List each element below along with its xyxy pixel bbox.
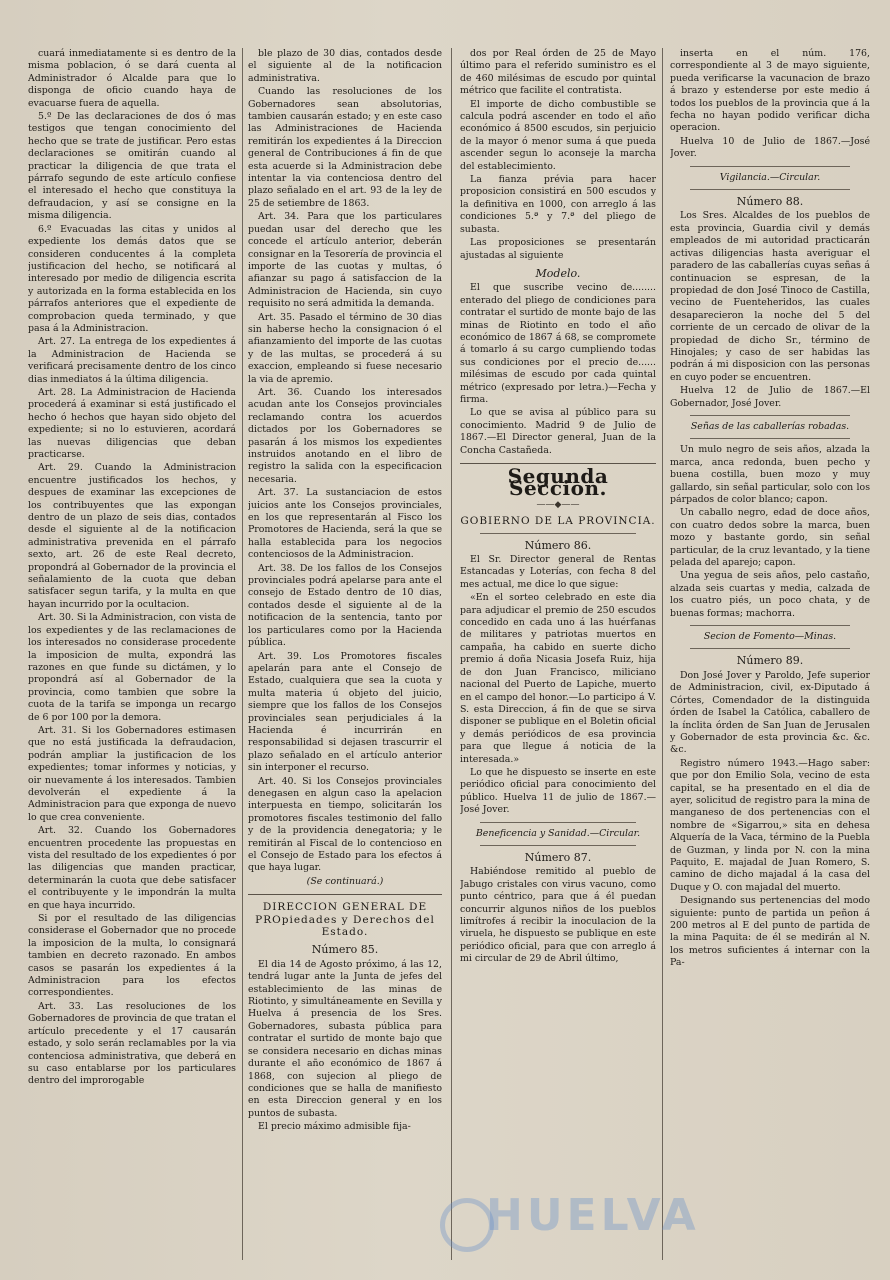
paragraph: «En el sorteo celebrado en este dia para adjudicar el premio de 250 escudos concedido en cada uno á las huérfanas de militares y patriotas muertos en campaña, ha cabido en suerte dicho premio á doña Nicasia Josefa Ruiz, hija de don Juan Francisco, miliciano nacional del Puerto de Lapiche, muerto en el campo del honor.—Lo participo á V. S. esta Direccion, á fin de que se sirva disponer se publique en el Boletin oficial y demás periódicos de esa provincia para que llegue á noticia de la interesada.»: [460, 592, 656, 765]
paragraph: inserta en el núm. 176, correspondiente al 3 de mayo siguiente, pueda verificarse la vacunacion de brazo á brazo y estenderse por este medio á todos los pueblos de la provincia que á la fecha no hayan podido verificar dicha operacion.: [670, 48, 870, 134]
divider: [690, 166, 850, 167]
paragraph: Art. 27. La entrega de los expedientes á la Administracion de Hacienda se verificará precisamente dentro de los cinco dias inmediatos á la última diligencia.: [28, 336, 236, 385]
paragraph: La fianza prévia para hacer proposicion consistirá en 500 escudos y la definitiva en 1000, con arreglo á las condiciones 5.ª y 7.ª del pliego de subasta.: [460, 174, 656, 235]
continued-note: (Se continuará.): [306, 875, 384, 887]
paragraph: Don José Jover y Paroldo, Jefe superior de Administracion, civil, ex-Diputado á Córtes, Comendador de la distinguida órden de Isabel la Católica, caballero de la ínclita órden de San Juan de Jerusalen y Gobernador de esta provincia &c. &c. &c.: [670, 669, 870, 756]
paragraph: Lo que se avisa al público para su conocimiento. Madrid 9 de Julio de 1867.—El Director general, Juan de la Concha Castañeda.: [460, 407, 656, 456]
paragraph: Un caballo negro, edad de doce años, con cuatro dedos sobre la marca, buen mozo y bastante gordo, sin señal particular, de la cruz levantado, y la tiene pelada del aparejo; capon.: [670, 507, 870, 569]
paragraph: El precio máximo admisible fija-: [258, 1121, 411, 1133]
paragraph: Los Sres. Alcaldes de los pueblos de esta provincia, Guardia civil y demás empleados de mi autoridad practicarán activas diligencias hasta averiguar el paradero de las caballerías cuyas señas á continuacion se espresan, de la propiedad de don José Tinoco de Castilla, vecino de Fuenteheridos, las cuales desaparecieron la noche del 5 del corriente de un cercado de olivar de la propiedad de dicho Sr., término de Hinojales; y caso de ser habidas las podrán á mi disposicion con las personas en cuyo poder se encuentren.: [670, 210, 870, 383]
ornament-rule: ——◆——: [536, 499, 580, 510]
paragraph: El dia 14 de Agosto próximo, á las 12, tendrá lugar ante la Junta de jefes del establecimiento de las minas de Riotinto, y simultáneamente en Sevilla y Huelva á presencia de los Sres. Gobernadores, subasta pública para contratar el surtido de monte bajo que se considera necesario en dichas minas durante el año económico de 1867 á 1868, con sujecion al pliego de condiciones que se halla de manifiesto en esta Direccion general y en los puntos de subasta.: [248, 958, 442, 1119]
divider: [480, 845, 636, 846]
paragraph: cuará inmediatamente si es dentro de la misma poblacion, ó se dará cuenta al Administrador ó Alcalde para que lo disponga de oficio cuando haya de evacuarse fuera de aquella.: [28, 48, 236, 109]
divider: [690, 189, 850, 190]
paragraph: 6.º Evacuadas las citas y unidos al expediente los demás datos que se consideren conducentes á la completa justificacion del hecho, se notificará al interesado por medio de diligencia escrita y autorizada en la forma establecida en los párrafos anteriores que el expediente de comprobacion queda terminado, y que pasa á la Administracion.: [28, 223, 236, 334]
paragraph: ble plazo de 30 dias, contados desde el siguiente al de la notificacion administrativa.: [248, 48, 442, 84]
column-4: [670, 48, 870, 1260]
paragraph: El Sr. Director general de Rentas Estancadas y Loterías, con fecha 8 del mes actual, me dice lo que sigue:: [460, 554, 656, 590]
notice-number: Número 87.: [524, 850, 592, 864]
paragraph: Art. 31. Si los Gobernadores estimasen que no está justificada la defraudacion, podrán ampliar la justificacion de los expedientes; tomar informes y noticias, y oir nuevamente á los interesados. Tambien devolverán el expediente á la Administracion para que exponga de nuevo lo que crea conveniente.: [28, 724, 236, 823]
paragraph: Las proposiciones se presentarán ajustadas al siguiente: [460, 237, 656, 261]
paragraph: Huelva 10 de Julio de 1867.—José Jover.: [670, 135, 870, 160]
divider: [690, 648, 850, 649]
paragraph: Designando sus pertenencias del modo siguiente: punto de partida un peñon á 200 metros al E del punto de partida de la mina Paquita: de él se medirán al N. los metros suficientes á internar con la Pa-: [670, 895, 870, 969]
section-heading: GOBIERNO DE LA PROVINCIA.: [460, 515, 656, 528]
divider: [690, 415, 850, 416]
notice-number: Número 88.: [736, 195, 804, 209]
paragraph: Registro número 1943.—Hago saber: que por don Emilio Sola, vecino de esta capital, se ha presentado en el dia de ayer, solicitud de registro para la mina de manganeso de dos pertenencias con el nombre de «Sigarrou,» sita en dehesa Alquería de la Vaca, término de la Puebla de Guzman, y linda por N. con la mina Paquito, E. majadal de Juan Romero, S. camino de dicho majadal á la casa del Duque y O. con majadal del muerto.: [670, 757, 870, 893]
subsection-heading: Señas de las caballerías robadas.: [690, 420, 850, 432]
paragraph: Art. 29. Cuando la Administracion encuentre justificados los hechos, y despues de examinar las excepciones de los contribuyentes que las expongan dentro de un plazo de seis dias, contados desde el siguiente al de la notificacion administrativa prevenida en el párrafo sexto, art. 26 de este Real decreto, propondrá al Gobernador de la provincia el señalamiento de la cuota que deban satisfacer segun tarifa, y la multa en que hayan incurrido por la ocultacion.: [28, 462, 236, 610]
paragraph: Lo que he dispuesto se inserte en este periódico oficial para conocimiento del público. Huelva 11 de julio de 1867.—José Jover.: [460, 766, 656, 816]
paragraph: Art. 30. Si la Administracion, con vista de los expedientes y de las reclamaciones de los interesados no considerase procedente la imposicion de multa, expondrá las razones en que funde su dictámen, y lo propondrá así al Gobernador de la provincia, como tambien que sobre la cuota de la tarifa se imponga un recargo de 6 por 100 por la demora.: [28, 612, 236, 723]
paragraph: Una yegua de seis años, pelo castaño, alzada seis cuartas y media, calzada de los cuatro piés, un poco chata, y de buenas formas; machorra.: [670, 570, 870, 619]
paragraph: Art. 32. Cuando los Gobernadores encuentren procedente las propuestas en vista del resultado de los expedientes ó por las diligencias que manden practicar, determinarán la cuota que debe satisfacer el contribuyente y le impondrán la multa en que haya incurrido.: [28, 825, 236, 911]
notice-number: Número 85.: [311, 943, 379, 957]
divider: [248, 894, 442, 895]
paragraph: Art. 40. Si los Consejos provinciales denegasen en algun caso la apelacion interpuesta en tiempo, solicitarán los promotores fiscales testimonio del fallo y de la providencia denegatoria; y le remitirán al Fiscal de lo contencioso en el Consejo de Estado para los efectos á que haya lugar.: [248, 775, 442, 874]
paragraph: 5.º De las declaraciones de dos ó mas testigos que tengan conocimiento del hecho que se trate de justificar. Pero estas declaraciones se omitirán cuando al practicar la diligencia de que trata el párrafo segundo de este artículo confiese el interesado el hecho que constituya la defraudacion, y así se consigne en la misma diligencia.: [28, 111, 236, 222]
section-heading: DIRECCION GENERAL DE PROpiedades y Derechos del Estado.: [255, 901, 435, 939]
column-divider: [242, 48, 243, 1260]
paragraph: Habiéndose remitido al pueblo de Jabugo cristales con virus vacuno, como punto céntrico, para que á él puedan concurrir algunos niños de los pueblos limítrofes á recibir la inoculacion de la viruela, he dispuesto se publique en este periódico oficial, para que con arreglo á mi circular de 29 de Abril último,: [460, 866, 656, 965]
column-3: [460, 48, 656, 1260]
paragraph: Huelva 12 de Julio de 1867.—El Gobernador, José Jover.: [670, 385, 870, 409]
paragraph: dos por Real órden de 25 de Mayo último para el referido suministro es el de 460 milésimas de escudo por quintal métrico que facilite el contratista.: [460, 48, 656, 97]
paragraph: Si por el resultado de las diligencias considerase el Gobernador que no procede la imposicion de la multa, lo consignará tambien en decreto razonado. En ambos casos se pasarán los expedientes á la Administracion para los efectos correspondientes.: [28, 913, 236, 999]
paragraph: Art. 39. Los Promotores fiscales apelarán para ante el Consejo de Estado, cualquiera que sea la cuota y multa materia ú objeto del juicio, siempre que los fallos de los Consejos provinciales sean perjudiciales á la Hacienda é incurrirán en responsabilidad si dejasen trascurrir el plazo señalado en el artículo anterior sin interponer el recurso.: [248, 650, 442, 774]
subsection-heading: Vigilancia.—Circular.: [719, 171, 821, 183]
subsection-heading: Secion de Fomento—Minas.: [703, 631, 837, 643]
watermark: HUELVA: [486, 1190, 700, 1241]
paragraph: Art. 35. Pasado el término de 30 dias sin haberse hecho la consignacion ó el afianzamiento del importe de las cuotas y de las multas, se procederá á su exaccion, empleando si fuese necesario la via de apremio.: [248, 311, 442, 385]
model-heading: Modelo.: [535, 266, 581, 280]
divider: [690, 438, 850, 439]
column-2: [248, 48, 442, 1260]
column-divider: [451, 48, 452, 1260]
divider: [690, 625, 850, 626]
paragraph: Art. 34. Para que los particulares puedan usar del derecho que les concede el artículo anterior, deberán consignar en la Tesorería de provincia el importe de las cuotas y multas, ó afianzar su pago á satisfaccion de la Administracion de Hacienda, sin cuyo requisito no será admitida la demanda.: [248, 211, 442, 310]
paragraph: Cuando las resoluciones de los Gobernadores sean absolutorias, tambien causarán estado; y en este caso las Administraciones de Hacienda remitirán los expedientes á la Direccion general de Contribuciones á fin de que esta acuerde si la Administracion debe intentar la via contenciosa dentro del plazo señalado en el art. 93 de la ley de 25 de setiembre de 1863.: [248, 86, 442, 209]
column-divider: [662, 48, 663, 1260]
paragraph: Art. 37. La sustanciacion de estos juicios ante los Consejos provinciales, en los que representarán al Fisco los Promotores de Hacienda, será la que se halla establecida para los negocios contenciosos de la Administracion.: [248, 487, 442, 561]
paragraph: Art. 36. Cuando los interesados acudan ante los Consejos provinciales reclamando contra los acuerdos dictados por los Gobernadores se pasarán á los mismos los expedientes instruidos anotando en el libro de registro la salida con la especificacion necesaria.: [248, 386, 442, 485]
paragraph: Art. 28. La Administracion de Hacienda procederá á examinar si está justificado el hecho ó hechos que hayan sido objeto del expediente; si no lo estuvieren, acordará las nuevas diligencias que deban practicarse.: [28, 386, 236, 460]
divider: [480, 822, 636, 823]
paragraph: El importe de dicho combustible se calcula podrá ascender en todo el año económico á 8500 escudos, sin perjuicio de la mayor ó menor suma á que pueda ascender segun lo aconseje la marcha del establecimiento.: [460, 98, 656, 172]
paragraph: Un mulo negro de seis años, alzada la marca, anca redonda, buen pecho y buena costilla, buen mozo y muy gallardo, sin señal particular, solo con los párpados de color blanco; capon.: [670, 444, 870, 505]
notice-number: Número 86.: [524, 538, 592, 552]
paragraph: Art. 33. Las resoluciones de los Gobernadores de provincia de que tratan el artículo precedente y el 17 causarán estado, y solo serán reclamables por la via contenciosa administrativa, que deberá en su caso entablarse por los particulares dentro del improrogable: [28, 1000, 236, 1087]
divider: [480, 533, 636, 534]
section-title: Segunda Seccion.: [507, 464, 609, 501]
subsection-heading: Beneficencia y Sanidad.—Circular.: [475, 827, 641, 839]
notice-number: Número 89.: [736, 654, 804, 668]
column-1: [28, 48, 236, 1260]
paragraph: Art. 38. De los fallos de los Consejos provinciales podrá apelarse para ante el consejo de Estado dentro de 10 dias, contados desde el siguiente al de la notificacion de la sentencia, tanto por los particulares como por la Hacienda pública.: [248, 562, 442, 649]
paragraph: El que suscribe vecino de........ enterado del pliego de condiciones para contratar el surtido de monte bajo de las minas de Riotinto en todo el año económico de 1867 á 68, se compromete á tomarlo á su cargo cumpliendo todas sus condiciones por el precio de...... milésimas de escudo por cada quintal métrico (expresado por letra.)—Fecha y firma.: [460, 282, 656, 405]
